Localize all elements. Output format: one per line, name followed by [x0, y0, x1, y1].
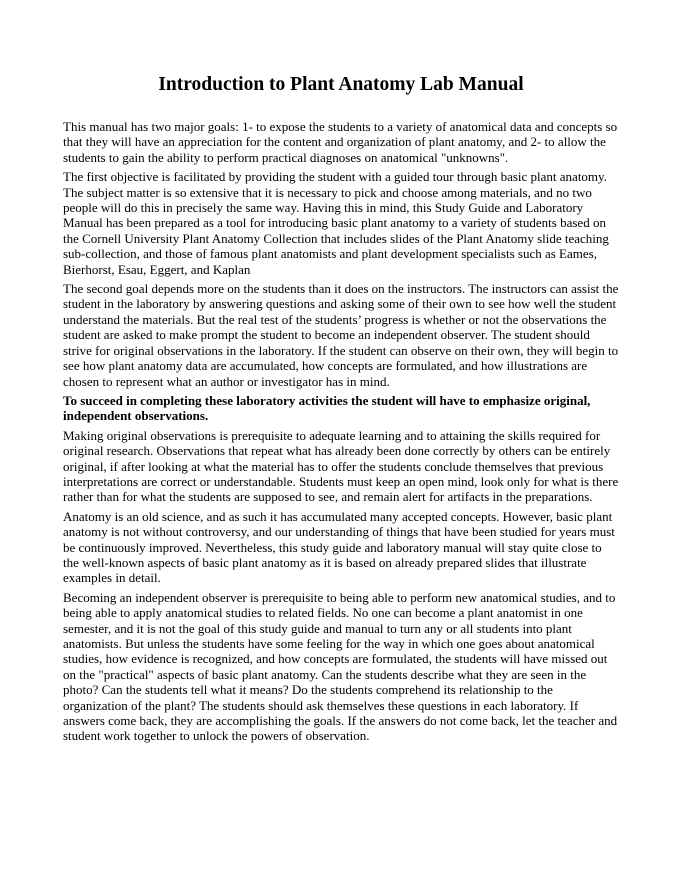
document-page: [63, 72, 619, 748]
page-title: Introduction to Plant Anatomy Lab Manual: [158, 74, 524, 95]
paragraph-emphasis: To succeed in completing these laboratory activities the student will have to emphasize original, independent observations.: [63, 392, 591, 424]
paragraph-second-goal: The second goal depends more on the students than it does on the instructors. The instructors can assist the student in the laboratory by answering questions and asking some of their own to see how well the student understand the materials. But the real test of the students’ progress is whether or not the observations the student are asked to make prompt the student to become an independent observer. The student should strive for original observations in the laboratory. If the student can observe on their own, they will begin to see how plant anatomy data are accumulated, how concepts are formulated, and how illustrations are chosen to represent what an author or investigator has in mind.: [63, 281, 619, 389]
paragraph-goals: This manual has two major goals: 1- to expose the students to a variety of anatomical data and concepts so that they will have an appreciation for the content and organization of plant anatomy, and 2- to allow the students to gain the ability to perform practical diagnoses on anatomical "unknowns".: [63, 119, 618, 165]
paragraph-old-science: Anatomy is an old science, and as such it has accumulated many accepted concepts. However, basic plant anatomy is not without controversy, and our understanding of things that have been studied for years must be continuously improved. Nevertheless, this study guide and laboratory manual will stay quite close to the well-known aspects of basic plant anatomy as it is based on already prepared slides that illustrate examples in detail.: [63, 508, 615, 586]
paragraph-original-observations: Making original observations is prerequisite to adequate learning and to attaining the skills required for original research. Observations that repeat what has already been done correctly by others can be entirely original, if after looking at what the material has to offer the students conclude themselves that previous interpretations are correct or understandable. Students must keep an open mind, look only for what is there rather than for what the students are supposed to see, and remain alert for artifacts in the preparations.: [63, 427, 619, 505]
paragraph-independent-observer: Becoming an independent observer is prerequisite to being able to perform new anatomical studies, and to being able to apply anatomical studies to related fields. No one can become a plant anatomist in one semester, and it is not the goal of this study guide and manual to turn any or all students into plant anatomists. But unless the students have some feeling for the way in which one goes about anatomical studies, how evidence is recognized, and how concepts are formulated, the students will have missed out on the "practical" aspects of basic plant anatomy. Can the students describe what they are seen in the photo? Can the students tell what it means? Do the students comprehend its relationship to the organization of the plant? The students should ask themselves these questions in each laboratory. If answers come back, they are accomplishing the goals. If the answers do not come back, let the teacher and student work together to unlock the powers of observation.: [63, 589, 618, 744]
paragraph-first-objective: The first objective is facilitated by providing the student with a guided tour through basic plant anatomy. The subject matter is so extensive that it is necessary to pick and choose among materials, and no two people will do this in precisely the same way. Having this in mind, this Study Guide and Laboratory Manual has been prepared as a tool for introducing basic plant anatomy to a variety of students based on the Cornell University Plant Anatomy Collection that includes slides of the Plant Anatomy slide teaching sub-collection, and those of famous plant anatomists and plant development specialists such as Eames, Bierhorst, Esau, Eggert, and Kaplan: [63, 169, 609, 277]
